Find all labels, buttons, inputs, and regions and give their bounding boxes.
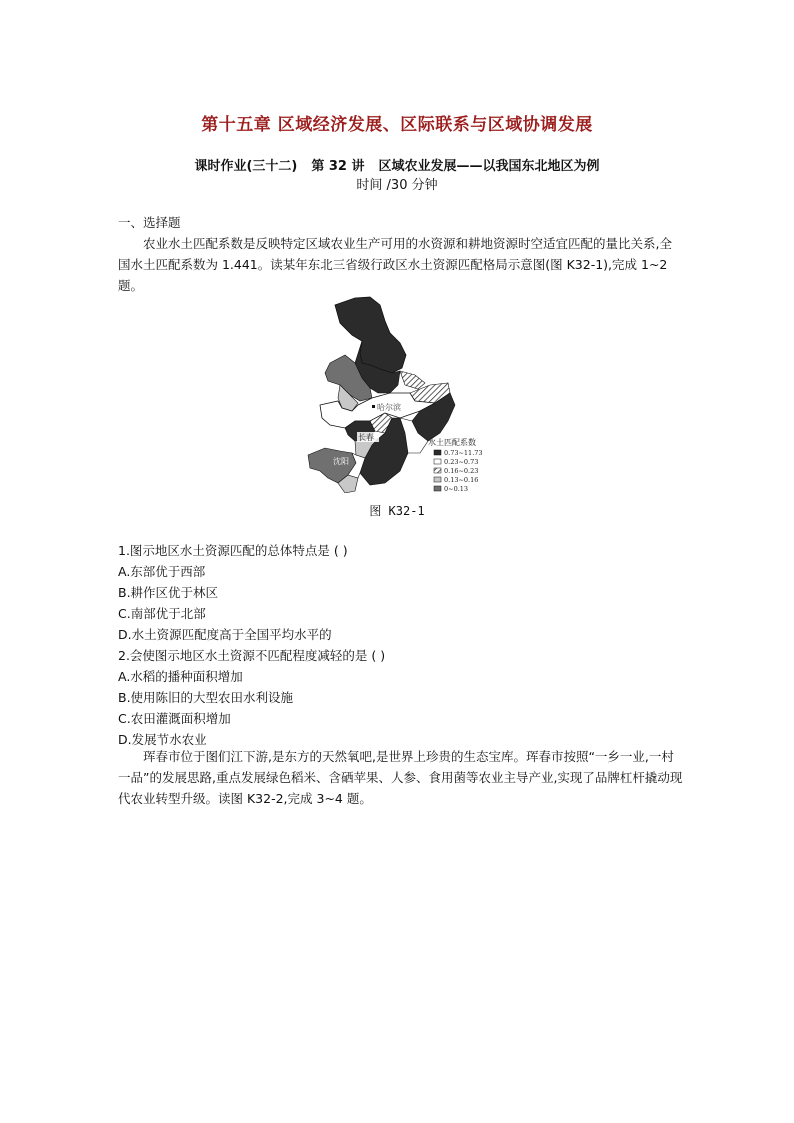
question-1-option-d: D.水土资源匹配度高于全国平均水平的 — [118, 627, 332, 642]
question-1-option-a: A.东部优于西部 — [118, 564, 206, 579]
section-heading: 一、选择题 — [118, 215, 181, 230]
harbin-marker-icon — [372, 405, 375, 408]
lesson-number: 第 32 讲 — [311, 159, 365, 174]
chapter-title: 第十五章 区域经济发展、区际联系与区域协调发展 — [201, 115, 593, 135]
question-2-option-d: D.发展节水农业 — [118, 732, 207, 747]
legend-item-5: 0~0.13 — [444, 485, 469, 493]
question-1-stem: 1.图示地区水土资源匹配的总体特点是 ( ) — [118, 543, 348, 558]
lesson-title — [0, 155, 794, 174]
city-label-changchun: 长春 — [358, 433, 374, 442]
question-2-option-b: B.使用陈旧的大型农田水利设施 — [118, 690, 294, 705]
legend-item-1: 0.73~11.73 — [444, 449, 483, 457]
map-legend — [428, 437, 483, 493]
question-2-option-c: C.农田灌溉面积增加 — [118, 711, 231, 726]
lesson-assignment-label: 课时作业(三十二) — [194, 159, 298, 174]
legend-item-2: 0.23~0.73 — [444, 458, 479, 466]
city-label-harbin: 哈尔滨 — [377, 403, 401, 412]
figure-caption: 图 K32-1 — [369, 504, 425, 518]
city-label-shenyang: 沈阳 — [333, 457, 349, 466]
legend-item-3: 0.16~0.23 — [444, 467, 479, 475]
closing-paragraph: 珲春市位于图们江下游,是东方的天然氧吧,是世界上珍贵的生态宝库。珲春市按照“一乡一业,一村一品”的发展思路,重点发展绿色稻米、含硒苹果、人参、食用菌等农业主导产业,实现了品牌杠杆撬动现代农业转型升级。读图 K32-2,完成 3~4 题。 — [118, 749, 683, 806]
legend-title: 水土匹配系数 — [428, 438, 476, 447]
northeast-china-water-soil-map — [300, 293, 500, 493]
question-2-stem: 2.会使图示地区水土资源不匹配程度减轻的是 ( ) — [118, 648, 386, 663]
lesson-topic: 区域农业发展——以我国东北地区为例 — [378, 159, 600, 174]
legend-item-4: 0.13~0.16 — [444, 476, 479, 484]
question-block — [118, 540, 683, 750]
question-1-option-c: C.南部优于北部 — [118, 606, 206, 621]
time-limit: 时间 /30 分钟 — [356, 178, 438, 193]
question-1-option-b: B.耕作区优于林区 — [118, 585, 219, 600]
question-2-option-a: A.水稻的播种面积增加 — [118, 669, 243, 684]
intro-paragraph: 农业水土匹配系数是反映特定区域农业生产可用的水资源和耕地资源时空适宜匹配的量比关系,全国水土匹配系数为 1.441。读某年东北三省级行政区水土资源匹配格局示意图(图 K32-1),完成 1~2 题。 — [118, 236, 672, 293]
